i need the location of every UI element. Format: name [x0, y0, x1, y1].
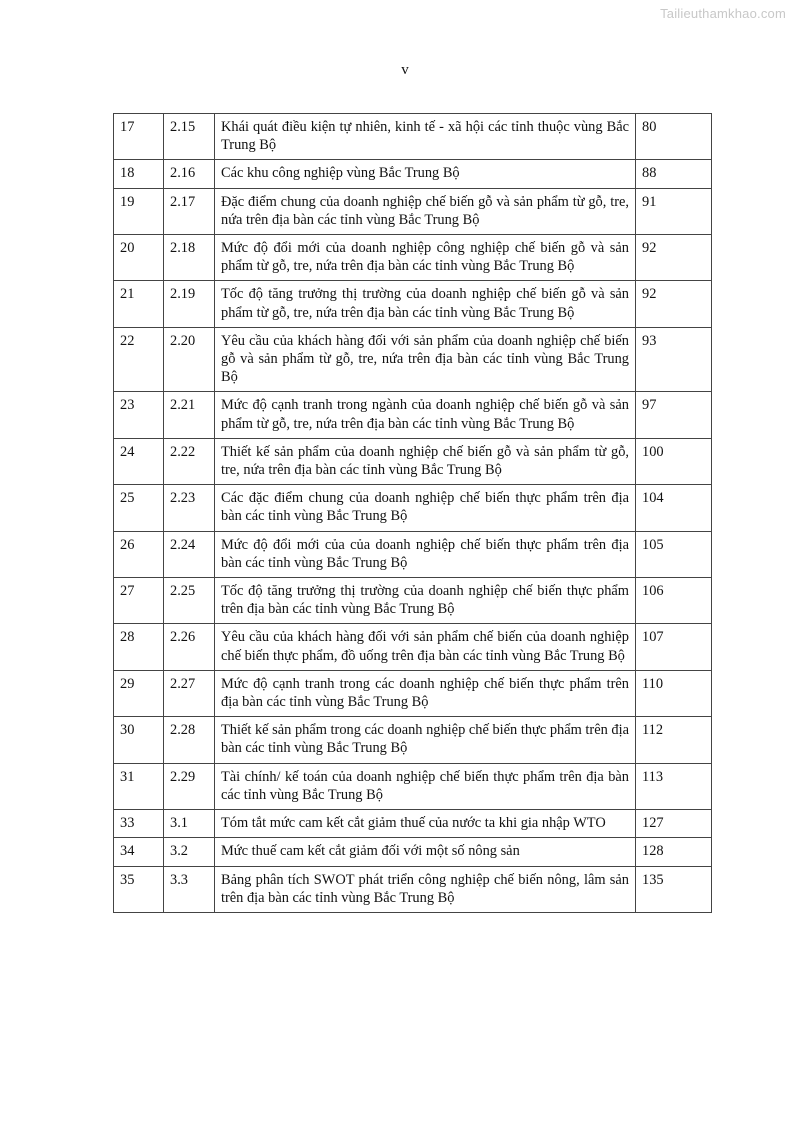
- table-row: [114, 624, 712, 670]
- table-code-cell: 2.24: [164, 531, 215, 577]
- row-number-cell: 33: [114, 810, 164, 838]
- page-number: v: [401, 62, 409, 78]
- table-row: [114, 438, 712, 484]
- table-row: [114, 670, 712, 716]
- table-row: [114, 114, 712, 160]
- table-row: [114, 531, 712, 577]
- row-number-cell: 23: [114, 392, 164, 438]
- table-code-cell: 2.18: [164, 235, 215, 281]
- table-row: [114, 717, 712, 763]
- table-code-cell: 2.25: [164, 578, 215, 624]
- table-title-cell: Tài chính/ kế toán của doanh nghiệp chế biến thực phẩm trên địa bàn các tỉnh vùng Bắc Trung Bộ: [215, 763, 636, 809]
- page-ref-cell: 88: [636, 160, 712, 188]
- table-title-cell: Mức độ đổi mới của của doanh nghiệp chế biến thực phẩm trên địa bàn các tỉnh vùng Bắc Trung Bộ: [215, 531, 636, 577]
- table-code-cell: 2.26: [164, 624, 215, 670]
- row-number-cell: 25: [114, 485, 164, 531]
- table-title-cell: Mức độ đổi mới của doanh nghiệp công nghiệp chế biến gỗ và sản phẩm từ gỗ, tre, nứa trên địa bàn các tỉnh vùng Bắc Trung Bộ: [215, 235, 636, 281]
- table-row: [114, 810, 712, 838]
- table-code-cell: 3.2: [164, 838, 215, 866]
- row-number-cell: 19: [114, 188, 164, 234]
- table-code-cell: 2.19: [164, 281, 215, 327]
- row-number-cell: 24: [114, 438, 164, 484]
- table-row: [114, 392, 712, 438]
- page-ref-cell: 107: [636, 624, 712, 670]
- page-ref-cell: 106: [636, 578, 712, 624]
- table-row: [114, 235, 712, 281]
- table-code-cell: 2.23: [164, 485, 215, 531]
- table-row: [114, 578, 712, 624]
- table-row: [114, 281, 712, 327]
- table-code-cell: 3.3: [164, 866, 215, 912]
- table-code-cell: 2.28: [164, 717, 215, 763]
- page-ref-cell: 92: [636, 281, 712, 327]
- table-row: [114, 866, 712, 912]
- table-code-cell: 2.17: [164, 188, 215, 234]
- page-ref-cell: 100: [636, 438, 712, 484]
- table-code-cell: 2.20: [164, 327, 215, 392]
- page-ref-cell: 97: [636, 392, 712, 438]
- page-ref-cell: 110: [636, 670, 712, 716]
- table-title-cell: Mức thuế cam kết cắt giảm đối với một số nông sản: [215, 838, 636, 866]
- table-code-cell: 2.15: [164, 114, 215, 160]
- row-number-cell: 35: [114, 866, 164, 912]
- table-title-cell: Tốc độ tăng trưởng thị trường của doanh nghiệp chế biến gỗ và sản phẩm từ gỗ, tre, nứa trên địa bàn các tỉnh vùng Bắc Trung Bộ: [215, 281, 636, 327]
- row-number-cell: 22: [114, 327, 164, 392]
- table-row: [114, 188, 712, 234]
- table-code-cell: 2.22: [164, 438, 215, 484]
- table-title-cell: Yêu cầu của khách hàng đối với sản phẩm của doanh nghiệp chế biến gỗ và sản phẩm từ gỗ, tre, nứa trên địa bàn các tỉnh vùng Bắc Trung Bộ: [215, 327, 636, 392]
- row-number-cell: 27: [114, 578, 164, 624]
- row-number-cell: 30: [114, 717, 164, 763]
- table-row: [114, 763, 712, 809]
- table-code-cell: 2.29: [164, 763, 215, 809]
- row-number-cell: 26: [114, 531, 164, 577]
- row-number-cell: 21: [114, 281, 164, 327]
- row-number-cell: 31: [114, 763, 164, 809]
- page-ref-cell: 91: [636, 188, 712, 234]
- table-title-cell: Yêu cầu của khách hàng đối với sản phẩm chế biến của doanh nghiệp chế biến thực phẩm, đồ uống trên địa bàn các tỉnh vùng Bắc Trung Bộ: [215, 624, 636, 670]
- table-body: [114, 114, 712, 913]
- page-ref-cell: 104: [636, 485, 712, 531]
- table-title-cell: Các đặc điểm chung của doanh nghiệp chế biến thực phẩm trên địa bàn các tỉnh vùng Bắc Trung Bộ: [215, 485, 636, 531]
- table-title-cell: Thiết kế sản phẩm trong các doanh nghiệp chế biến thực phẩm trên địa bàn các tỉnh vùng Bắc Trung Bộ: [215, 717, 636, 763]
- watermark-text: Tailieuthamkhao.com: [660, 6, 786, 21]
- page-ref-cell: 105: [636, 531, 712, 577]
- table-title-cell: Khái quát điều kiện tự nhiên, kinh tế - xã hội các tỉnh thuộc vùng Bắc Trung Bộ: [215, 114, 636, 160]
- table-title-cell: Các khu công nghiệp vùng Bắc Trung Bộ: [215, 160, 636, 188]
- table-title-cell: Đặc điểm chung của doanh nghiệp chế biến gỗ và sản phẩm từ gỗ, tre, nứa trên địa bàn các tỉnh vùng Bắc Trung Bộ: [215, 188, 636, 234]
- table-title-cell: Mức độ cạnh tranh trong ngành của doanh nghiệp chế biến gỗ và sản phẩm từ gỗ, tre, nứa trên địa bàn các tỉnh vùng Bắc Trung Bộ: [215, 392, 636, 438]
- page-ref-cell: 135: [636, 866, 712, 912]
- row-number-cell: 18: [114, 160, 164, 188]
- row-number-cell: 34: [114, 838, 164, 866]
- page-ref-cell: 127: [636, 810, 712, 838]
- page-ref-cell: 128: [636, 838, 712, 866]
- table-row: [114, 838, 712, 866]
- page-ref-cell: 93: [636, 327, 712, 392]
- table-code-cell: 3.1: [164, 810, 215, 838]
- table-title-cell: Tóm tắt mức cam kết cắt giảm thuế của nước ta khi gia nhập WTO: [215, 810, 636, 838]
- table-title-cell: Mức độ cạnh tranh trong các doanh nghiệp chế biến thực phẩm trên địa bàn các tỉnh vùng Bắc Trung Bộ: [215, 670, 636, 716]
- table-title-cell: Thiết kế sản phẩm của doanh nghiệp chế biến gỗ và sản phẩm từ gỗ, tre, nứa trên địa bàn các tỉnh vùng Bắc Trung Bộ: [215, 438, 636, 484]
- table-row: [114, 485, 712, 531]
- row-number-cell: 20: [114, 235, 164, 281]
- page-ref-cell: 80: [636, 114, 712, 160]
- row-number-cell: 28: [114, 624, 164, 670]
- page-ref-cell: 92: [636, 235, 712, 281]
- table-row: [114, 327, 712, 392]
- table-code-cell: 2.16: [164, 160, 215, 188]
- table-row: [114, 160, 712, 188]
- page-ref-cell: 113: [636, 763, 712, 809]
- row-number-cell: 17: [114, 114, 164, 160]
- table-code-cell: 2.21: [164, 392, 215, 438]
- table-code-cell: 2.27: [164, 670, 215, 716]
- table-title-cell: Bảng phân tích SWOT phát triển công nghiệp chế biến nông, lâm sản trên địa bàn các tỉnh vùng Bắc Trung Bộ: [215, 866, 636, 912]
- row-number-cell: 29: [114, 670, 164, 716]
- page-ref-cell: 112: [636, 717, 712, 763]
- table-title-cell: Tốc độ tăng trưởng thị trường của doanh nghiệp chế biến thực phẩm trên địa bàn các tỉnh vùng Bắc Trung Bộ: [215, 578, 636, 624]
- table-list-of-tables: [113, 113, 712, 913]
